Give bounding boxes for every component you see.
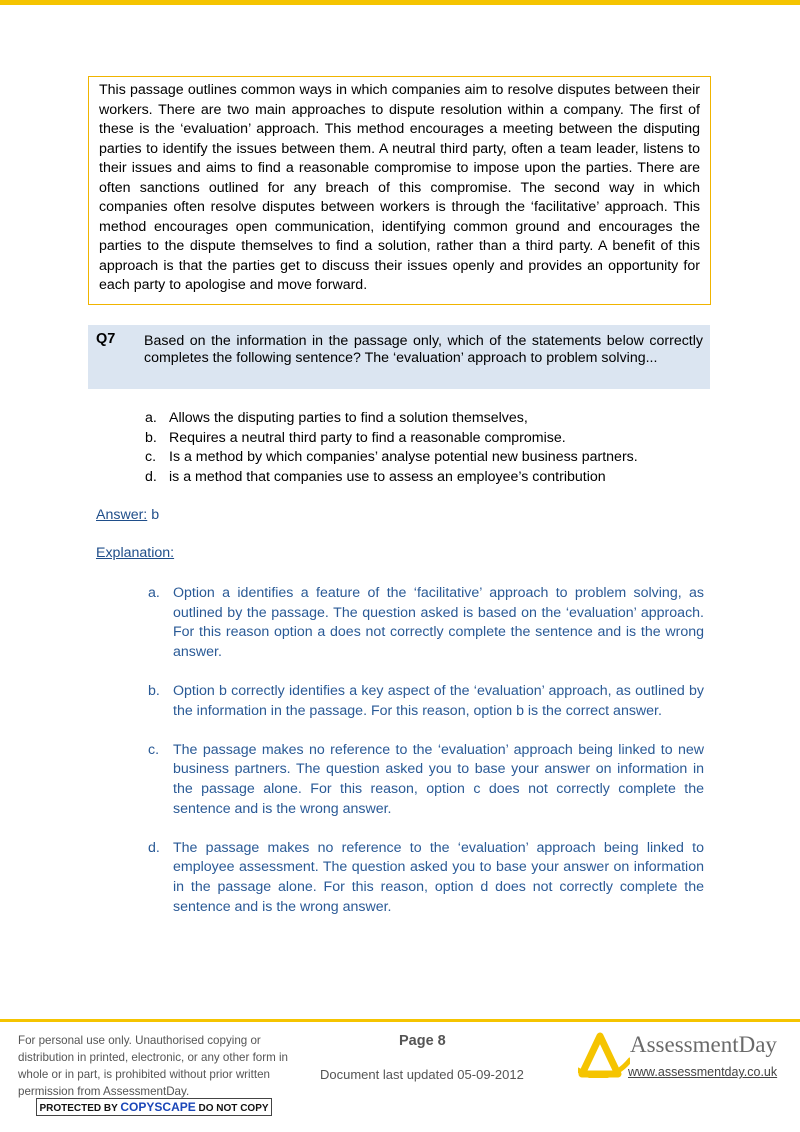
explanation-item-a (148, 584, 704, 662)
option-d (145, 468, 705, 488)
question-text: Based on the information in the passage only, which of the statements below correctly completes the following sentence? The ‘evaluation’ approach to problem solving... (144, 333, 703, 366)
copyscape-badge[interactable] (36, 1098, 272, 1116)
explanation-letter: c. (148, 741, 160, 758)
copyscape-suffix: DO NOT COPY (195, 1103, 269, 1114)
options-list (145, 409, 705, 487)
copyright-notice (18, 1032, 298, 1100)
footer-accent-bar (0, 1019, 800, 1022)
explanation-item-c (148, 741, 704, 819)
personal-use-label: For personal use only. (18, 1034, 132, 1047)
explanation-label: Explanation: (96, 545, 175, 561)
explanation-item-b (148, 682, 704, 721)
answer-label: Answer: (96, 507, 148, 523)
explanation-text: Option b correctly identifies a key aspect of the ‘evaluation’ approach, as outlined by the information in the passage. For this reason, option b is the correct answer. (173, 682, 704, 719)
question-box (88, 325, 710, 389)
option-letter: c. (145, 449, 157, 465)
option-letter: a. (145, 410, 157, 426)
option-letter: d. (145, 468, 157, 485)
page-number: Page 8 (399, 1033, 446, 1049)
option-text: Is a method by which companies’ analyse potential new business partners. (169, 449, 638, 465)
explanation-heading (96, 545, 174, 561)
explanation-list (148, 584, 704, 937)
question-number: Q7 (96, 331, 116, 347)
explanation-letter: d. (148, 839, 160, 856)
option-a (145, 409, 705, 429)
answer-line (96, 507, 159, 523)
option-text: Allows the disputing parties to find a solution themselves, (169, 410, 528, 426)
option-letter: b. (145, 429, 157, 446)
assessmentday-logo-icon (578, 1030, 630, 1078)
option-text: is a method that companies use to assess an employee’s contribution (169, 468, 606, 485)
brand-name: AssessmentDay (630, 1032, 777, 1057)
copyright-text: Unauthorised copying or distribution in printed, electronic, or any other form in whole or in part, is prohibited without prior written permission from AssessmentDay. (18, 1034, 289, 1098)
brand-url-link[interactable]: www.assessmentday.co.uk (628, 1065, 778, 1079)
option-b (145, 429, 705, 449)
option-text: Requires a neutral third party to find a reasonable compromise. (169, 429, 566, 446)
passage-box (88, 76, 711, 305)
explanation-letter: b. (148, 682, 160, 699)
passage-text: This passage outlines common ways in which companies aim to resolve disputes between their workers. There are two main approaches to dispute resolution within a company. The first of these is the ‘evaluation’ approach. This method encourages a meeting between the disputing parties to identify the issues between them. A neutral third party, often a team leader, listens to their issues and aims to find a reasonable compromise to impose upon the parties. There are often sanctions outlined for any breach of this compromise. The second way in which companies often resolve disputes between workers is through the ‘facilitative’ approach. This method encourages open communication, identifying common ground and encourages the parties to the dispute themselves to find a solution, rather than a third party. A benefit of this approach is that the parties get to discuss their issues openly and provides an opportunity for each party to apologise and move forward. (99, 82, 700, 293)
explanation-text: Option a identifies a feature of the ‘facilitative’ approach to problem solving, as outlined by the passage. The question asked is based on the ‘evaluation’ approach. For this reason option a does not correctly complete the sentence and is the wrong answer. (173, 585, 704, 660)
explanation-item-d (148, 839, 704, 917)
explanation-text: The passage makes no reference to the ‘evaluation’ approach being linked to employee assessment. The question asked you to base your answer on information in the passage alone. For this reason, option d does not correctly complete the sentence and is the wrong answer. (173, 839, 704, 915)
option-c (145, 448, 705, 468)
top-accent-bar (0, 0, 800, 5)
document-updated-date: Document last updated 05-09-2012 (320, 1067, 524, 1082)
explanation-text: The passage makes no reference to the ‘evaluation’ approach being linked to new business partners. The question asked you to base your answer on information in the passage alone. For this reason, option c does not correctly complete the sentence and is the wrong answer. (173, 741, 704, 817)
explanation-letter: a. (148, 585, 160, 601)
answer-value: b (147, 507, 160, 523)
copyscape-prefix: PROTECTED BY (39, 1103, 121, 1114)
copyscape-brand: COPYSCAPE (120, 1100, 196, 1114)
